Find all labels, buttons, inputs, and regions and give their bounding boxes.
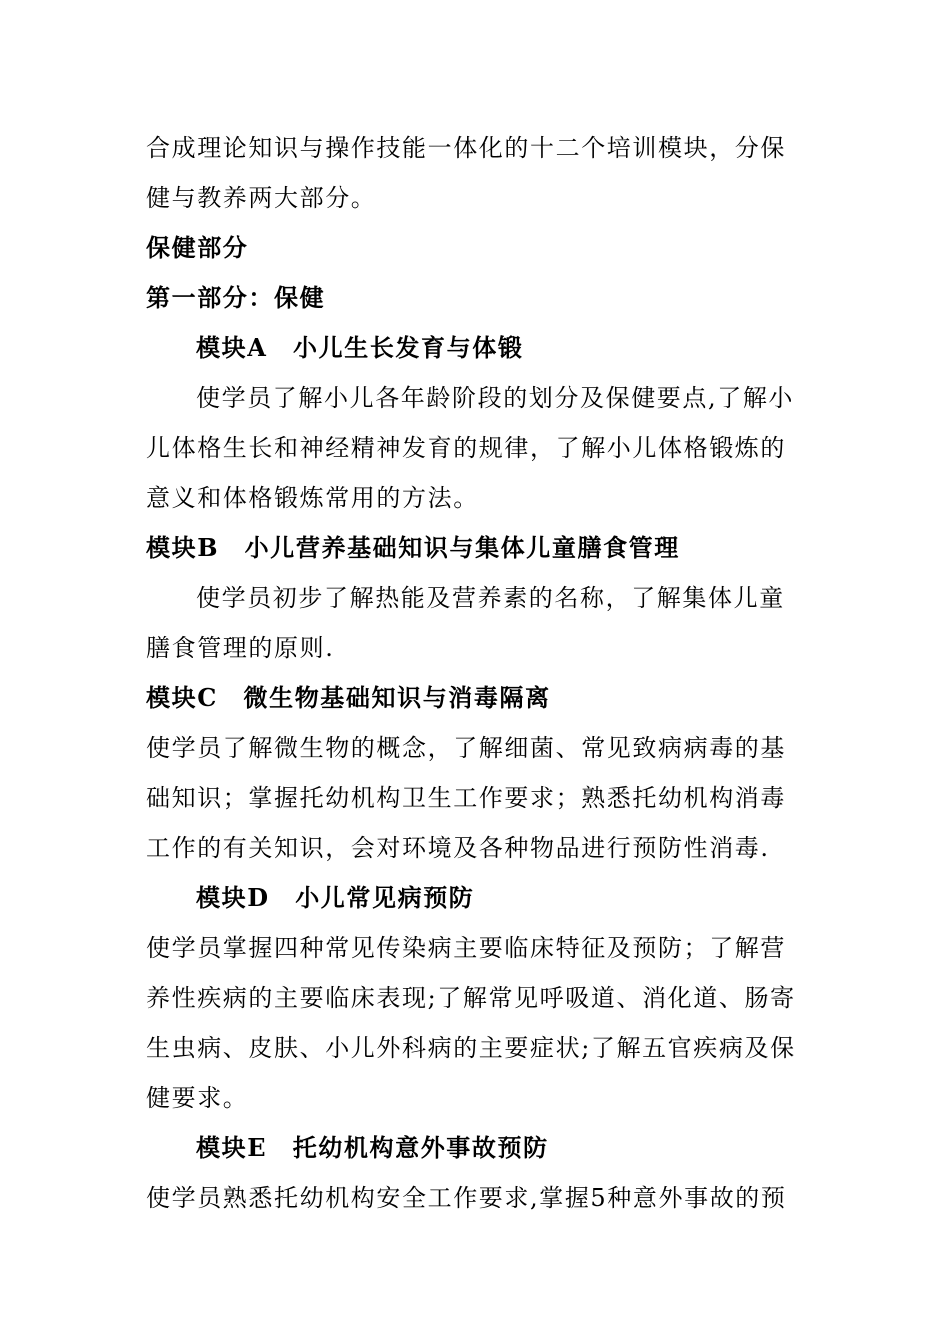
module-c-heading: 模块C 微生物基础知识与消毒隔离 — [146, 683, 551, 712]
module-b-heading: 模块B 小儿营养基础知识与集体儿童膳食管理 — [146, 533, 680, 562]
paragraph-line: 使学员了解微生物的概念，了解细菌、常见致病病毒的基 — [146, 734, 786, 762]
paragraph-line: 儿体格生长和神经精神发育的规律，了解小儿体格锻炼的 — [146, 434, 786, 462]
module-a-heading: 模块A 小儿生长发育与体锻 — [196, 333, 524, 362]
paragraph-line: 工作的有关知识，会对环境及各种物品进行预防性消毒. — [146, 834, 770, 862]
paragraph-line: 生虫病、皮肤、小儿外科病的主要症状;了解五官疾病及保 — [146, 1034, 796, 1062]
paragraph-line: 使学员初步了解热能及营养素的名称，了解集体儿童 — [196, 584, 785, 612]
paragraph-line: 意义和体格锻炼常用的方法。 — [146, 484, 479, 512]
paragraph-line: 使学员了解小儿各年龄阶段的划分及保健要点,了解小 — [196, 384, 795, 412]
paragraph-line: 养性疾病的主要临床表现;了解常见呼吸道、消化道、肠寄 — [146, 984, 796, 1012]
part-heading: 第一部分：保健 — [146, 283, 326, 312]
paragraph-line: 健与教养两大部分。 — [146, 184, 377, 212]
paragraph-line: 使学员熟悉托幼机构安全工作要求,掌握5种意外事故的预 — [146, 1184, 787, 1212]
module-e-heading: 模块E 托幼机构意外事故预防 — [196, 1133, 549, 1162]
paragraph-line: 使学员掌握四种常见传染病主要临床特征及预防；了解营 — [146, 934, 786, 962]
module-d-heading: 模块D 小儿常见病预防 — [196, 883, 475, 912]
paragraph-line: 合成理论知识与操作技能一体化的十二个培训模块，分保 — [146, 134, 786, 162]
paragraph-line: 膳食管理的原则. — [146, 634, 335, 662]
paragraph-line: 健要求。 — [146, 1084, 249, 1112]
paragraph-line: 础知识；掌握托幼机构卫生工作要求；熟悉托幼机构消毒 — [146, 784, 786, 812]
section-heading: 保健部分 — [146, 233, 249, 262]
